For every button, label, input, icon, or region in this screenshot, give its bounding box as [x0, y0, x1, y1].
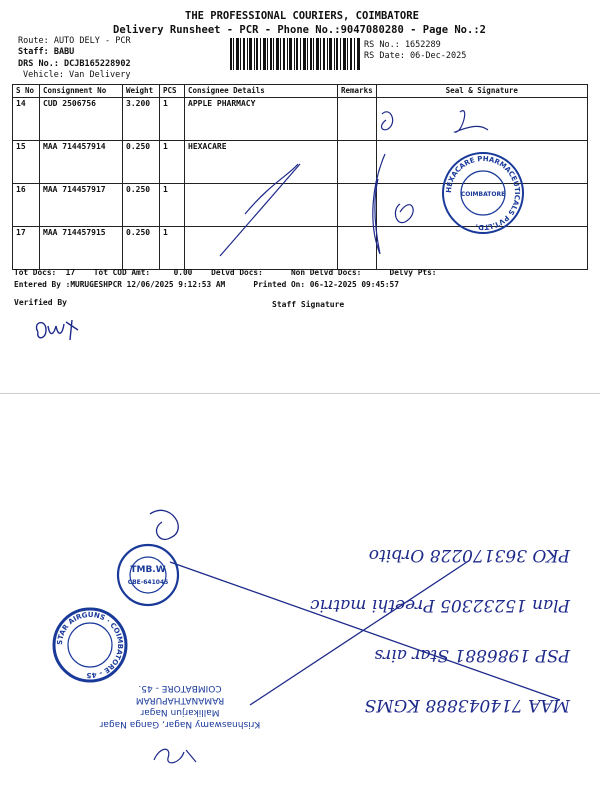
route-label: Route: AUTO DELY - PCR: [18, 36, 131, 46]
seal-scribble: [395, 204, 413, 223]
verified-signature: [32, 312, 92, 348]
cell-sno: 15: [13, 141, 40, 184]
star-airguns-stamp: [50, 605, 130, 685]
cell-pcs: 1: [160, 98, 185, 141]
signature-scrawl: [150, 510, 178, 539]
cell-sno: 16: [13, 184, 40, 227]
consignee-strike-2: [245, 164, 298, 214]
remarks-signature-swoosh: [373, 154, 385, 254]
cell-weight: 3.200: [123, 98, 160, 141]
page-fold: [0, 393, 600, 394]
vehicle-label: Vehicle: Van Delivery: [23, 70, 131, 80]
cell-sno: 17: [13, 227, 40, 270]
col-weight: Weight: [123, 85, 160, 98]
hexacare-stamp: [440, 150, 526, 236]
address-line-1: Krishnaswamy Nagar, Ganga Nagar: [99, 719, 261, 729]
tmbw-center-text: TMB.W: [130, 565, 166, 575]
drs-number: DRS No.: DCJB165228902: [18, 59, 131, 69]
entered-by-line: Entered By :MURUGESHPCR 12/06/2025 9:12:53 AM Printed On: 06-12-2025 09:45:57: [14, 280, 399, 289]
tmbw-stamp: [115, 542, 181, 608]
verified-by-label: Verified By: [14, 298, 67, 307]
svg-text:STAR AIRGUNS · COIMBATORE - 45: [56, 611, 124, 679]
cell-consignment: MAA 714457917: [40, 184, 123, 227]
staff-signature-label: Staff Signature: [272, 300, 345, 309]
totals-line: Tot Docs: 17 Tot COD Amt: 0.00 Delvd Docs: Non Delvd Docs: Delvy Pts:: [14, 268, 437, 277]
col-seal-signature: Seal & Signature: [376, 85, 587, 98]
barcode-image: [230, 38, 360, 70]
cell-sno: 14: [13, 98, 40, 141]
col-consignment: Consignment No: [40, 85, 123, 98]
cell-consignment: CUD 2506756: [40, 98, 123, 141]
runsheet-title: Delivery Runsheet - PCR - Phone No.:9047080280 - Page No.:2: [113, 24, 486, 36]
staff-label: Staff: BABU: [18, 47, 75, 57]
cross-line-1: [170, 562, 560, 700]
tmbw-sub-text: CBE-641045: [127, 579, 169, 586]
rs-number: RS No.: 1652289: [364, 40, 441, 50]
consignee-strike-1: [220, 164, 300, 256]
col-sno: S No: [13, 85, 40, 98]
rs-date: RS Date: 06-Dec-2025: [364, 51, 467, 61]
address-line-2: Mallikarjun Nagar: [140, 707, 220, 717]
cell-pcs: 1: [160, 227, 185, 270]
col-consignee: Consignee Details: [185, 85, 338, 98]
address-line-4: COIMBATORE - 45.: [138, 683, 222, 693]
hexacare-center-text: COIMBATORE: [460, 191, 506, 198]
handwritten-line-2: PSP 1986881 Star airs: [374, 645, 570, 665]
cell-weight: 0.250: [123, 141, 160, 184]
cell-consignee: HEXACARE: [185, 141, 338, 184]
cell-consignment: MAA 714457915: [40, 227, 123, 270]
address-stamp: [75, 682, 285, 730]
col-pcs: PCS: [160, 85, 185, 98]
handwritten-line-1: MAA 714043888 KGMS: [364, 695, 570, 715]
remarks-initial: [382, 112, 393, 130]
company-title: THE PROFESSIONAL COURIERS, COIMBATORE: [185, 10, 419, 22]
cell-weight: 0.250: [123, 227, 160, 270]
cell-pcs: 1: [160, 184, 185, 227]
star-airguns-arc-text: STAR AIRGUNS · COIMBATORE - 45: [55, 610, 125, 680]
col-remarks: Remarks: [338, 85, 377, 98]
address-line-3: RAMANATHAPURAM: [135, 695, 225, 705]
cell-consignee: APPLE PHARMACY: [185, 98, 338, 141]
hexacare-arc-text: HEXACARE PHARMACEUTICALS PVT.LTD.: [444, 154, 522, 232]
cell-pcs: 1: [160, 141, 185, 184]
cell-consignment: MAA 714457914: [40, 141, 123, 184]
row14-signature: [455, 111, 488, 132]
cell-weight: 0.250: [123, 184, 160, 227]
handwritten-line-3: Plan 15232305 Preethi matric: [310, 595, 570, 615]
handwritten-line-4: PKO 363170228 Orbito: [368, 545, 570, 565]
bottom-signature: [150, 740, 200, 770]
